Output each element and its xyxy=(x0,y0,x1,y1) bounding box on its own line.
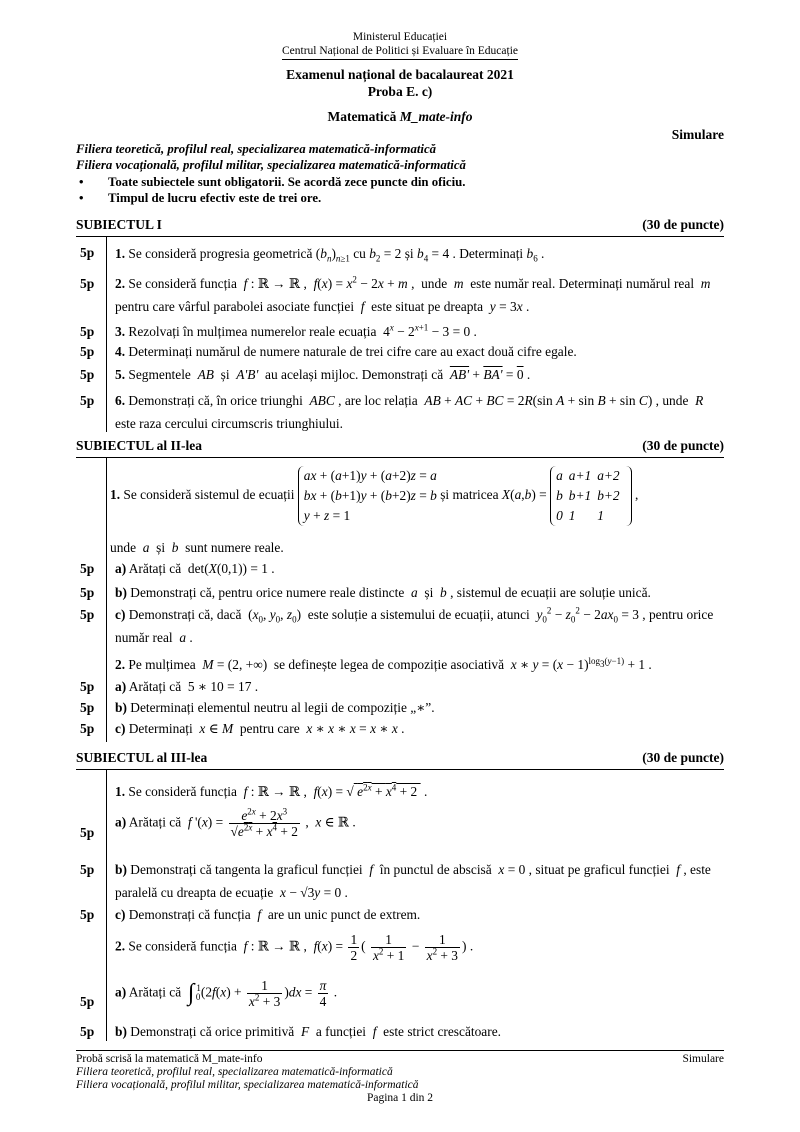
s2-problem-1: 1. Se consideră sistemul de ecuații ax + (a+1)y + (a+2)z = a bx + (b+1)y + (b+2)z = b y + z = 1 și matricea X(a,b) = a a+1 a+2 b b+1 b+2 0 1 1 , xyxy=(110,466,724,526)
points-column-line xyxy=(106,457,107,742)
exam-title: Examenul național de bacalaureat 2021 xyxy=(286,67,514,82)
matrix-x: a a+1 a+2 b b+1 b+2 0 1 1 xyxy=(550,466,632,526)
s3-problem-1: 1. Se consideră funcția f : ℝ → ℝ , f(x) = √ $e^{2x} + x^4 + 2$ . xyxy=(115,782,428,799)
divider xyxy=(76,236,724,237)
s1-problem-1: 1. Se consideră progresia geometrică $(b_n)_{n\ge 1}$ cu $b_2 = 2$ și $b_4 = 4$ . Determinați $b_6$ . xyxy=(115,246,545,264)
section-1-title: SUBIECTUL I xyxy=(76,217,162,232)
ministry-header xyxy=(76,30,724,60)
s1-problem-4: 4. Determinați numărul de numere naturale de trei cifre care au exact două cifre egale. xyxy=(115,344,577,359)
fraction: $\frac{e^{2x} + 2x^3}{√e^{2x} + x^4 + 2}$ xyxy=(230,806,298,839)
s2-problem-2: 2. Pe mulțimea M = (2, +∞) se definește legea de compoziție asociativă x ∗ $y = (x - 1)^{log_3(y-1)} + 1$ . xyxy=(115,655,652,672)
filiera-2: Filiera vocațională, profilul militar, specializarea matematică-informatică xyxy=(76,158,466,172)
points-column-line xyxy=(106,236,107,432)
section-1-header xyxy=(76,216,724,234)
points-label: 5p xyxy=(80,367,95,382)
instruction-2: • Timpul de lucru efectiv este de trei ore. xyxy=(79,191,322,205)
points-label: 5p xyxy=(80,585,95,600)
exam-title-block xyxy=(76,66,724,100)
s2-problem-1c: c) Demonstrați că, dacă ($x_0$, $y_0$, $z_0$) este soluție a sistemului de ecuații, atunci $y_0^2 - z_0^2 - 2ax_0 = 3$ , pentru orice număr real a . xyxy=(115,605,714,645)
footer-title: Probă scrisă la matematică M_mate-info xyxy=(76,1053,263,1065)
simulare-label: Simulare xyxy=(671,127,724,142)
points-label: 5p xyxy=(80,393,95,408)
points-label: 5p xyxy=(80,825,95,840)
s2-problem-1-note: unde a și b sunt numere reale. xyxy=(110,540,284,555)
section-1-points: (30 de puncte) xyxy=(642,217,724,232)
s2-problem-2c: c) Determinați x ∈ M pentru care x ∗ x ∗ x = x ∗ x . xyxy=(115,721,405,736)
s3-problem-1a: a) Arătați că f '(x) = $\frac{e^{2x} + 2x^3}{√e^{2x} + x^4 + 2}$ , x ∈ ℝ . xyxy=(115,806,356,839)
points-label: 5p xyxy=(80,862,95,877)
instruction-1: • Toate subiectele sunt obligatorii. Se acordă zece puncte din oficiu. xyxy=(79,175,466,189)
fraction: $\frac{\pi}{4}$ xyxy=(319,978,327,1009)
points-column-line xyxy=(106,769,107,1041)
section-3-title: SUBIECTUL al III-lea xyxy=(76,750,208,765)
subject-title: Matematică M_mate-info xyxy=(327,109,473,124)
fraction: $\frac{1}{2}$ xyxy=(350,932,358,963)
equation-system: ax + (a+1)y + (a+2)z = a bx + (b+1)y + (b+2)z = b y + z = 1 xyxy=(298,466,437,526)
s3-problem-2b: b) Demonstrați că orice primitivă F a funcției f este strict crescătoare. xyxy=(115,1024,502,1039)
points-label: 5p xyxy=(80,700,95,715)
points-label: 5p xyxy=(80,344,95,359)
s2-problem-1a: a) Arătați că det(X(0,1)) = 1 . xyxy=(115,561,275,576)
fraction: $\frac{1}{x^2 + 1}$ xyxy=(372,932,405,963)
s3-problem-1b: b) Demonstrați că tangenta la graficul funcției f în punctul de abscisă x = 0 , situat pe graficul funcției f , este paralelă cu dreapta de ecuație x − √3y = 0 . xyxy=(115,862,711,900)
section-3-header xyxy=(76,749,724,767)
section-3-points: (30 de puncte) xyxy=(642,750,724,765)
s1-problem-3: 3. Rezolvați în mulțimea numerelor reale ecuația $4^x - 2^{x+1} - 3 = 0$ . xyxy=(115,322,477,339)
s2-problem-2a: a) Arătați că 5 ∗ 10 = 17 . xyxy=(115,679,259,694)
points-label: 5p xyxy=(80,561,95,576)
divider xyxy=(76,457,724,458)
footer-filiera-2: Filiera vocațională, profilul militar, specializarea matematică-informatică xyxy=(76,1079,419,1091)
points-label: 5p xyxy=(80,324,95,339)
page-footer xyxy=(76,1050,724,1105)
points-label: 5p xyxy=(80,607,95,622)
points-label: 5p xyxy=(80,994,95,1009)
s2-problem-1b: b) Demonstrați că, pentru orice numere reale distincte a și b , sistemul de ecuații are soluție unică. xyxy=(115,585,651,600)
fraction: $\frac{1}{x^2 + 3}$ xyxy=(426,932,459,963)
s2-problem-2b: b) Determinați elementul neutru al legii de compoziție „∗”. xyxy=(115,700,435,715)
ministry-name: Ministerul Educației xyxy=(352,31,448,43)
fraction: $\frac{1}{x^2 + 3}$ xyxy=(248,978,281,1009)
s3-problem-2: 2. Se consideră funcția f : ℝ → ℝ , f(x) = $\frac{1}{2}$ ( $\frac{1}{x^2 + 1}$ − $\frac{1}{x^2 + 3}$ ) . xyxy=(115,932,474,963)
divider xyxy=(76,769,724,770)
points-label: 5p xyxy=(80,1024,95,1039)
points-label: 5p xyxy=(80,907,95,922)
points-label: 5p xyxy=(80,721,95,736)
s3-problem-2a: a) Arătați că $\int_0^1(2f(x)$ + $\frac{1}{x^2 + 3}$ )dx = $\frac{\pi}{4}$ . xyxy=(115,978,338,1009)
footer-filiera-1: Filiera teoretică, profilul real, specializarea matematică-informatică xyxy=(76,1066,393,1078)
page-number: Pagina 1 din 2 xyxy=(366,1092,434,1104)
center-name: Centrul Național de Politici și Evaluare în Educație xyxy=(282,44,518,60)
s1-problem-2: 2. Se consideră funcția f : ℝ → ℝ , $f(x) = x^2 - 2x + m$ , unde m este număr real. Determinați numărul real m pentru care vârful parabolei asociate funcției f este situat pe dreapta y = 3x . xyxy=(115,274,714,314)
footer-simulare: Simulare xyxy=(682,1053,724,1065)
s1-problem-6: 6. Demonstrați că, în orice triunghi ABC , are loc relația AB + AC + BC = 2R(sin A + sin B + sin C) , unde R este raza cercului circumscris triunghiului. xyxy=(115,393,707,431)
points-label: 5p xyxy=(80,245,95,260)
s1-problem-5: 5. Segmentele AB și A'B' au același mijloc. Demonstrați că AB' + BA' = 0 . xyxy=(115,367,531,382)
s3-problem-1c: c) Demonstrați că funcția f are un unic punct de extrem. xyxy=(115,907,421,922)
exam-proba: Proba E. c) xyxy=(367,84,433,99)
points-label: 5p xyxy=(80,679,95,694)
section-2-points: (30 de puncte) xyxy=(642,438,724,453)
section-2-header xyxy=(76,437,724,455)
integral-sign: ∫ xyxy=(187,980,195,1006)
filiera-1: Filiera teoretică, profilul real, specializarea matematică-informatică xyxy=(76,142,437,156)
section-2-title: SUBIECTUL al II-lea xyxy=(76,438,203,453)
points-label: 5p xyxy=(80,276,95,291)
